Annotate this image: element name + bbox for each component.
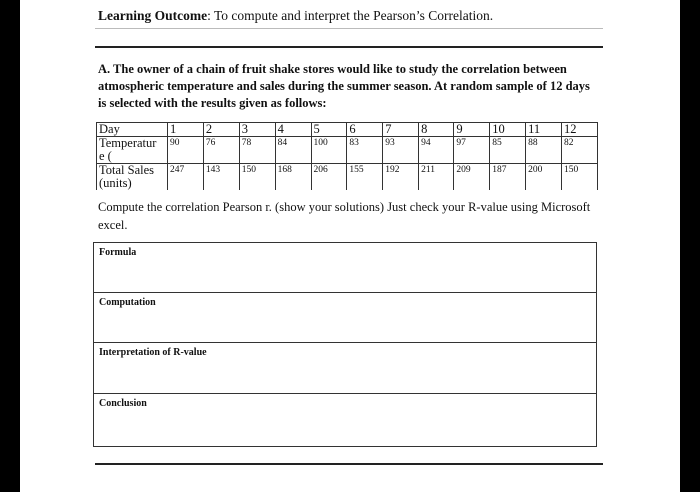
day-cell: 4	[275, 123, 311, 137]
sales-cell: 143	[203, 164, 239, 191]
outcome-text: : To compute and interpret the Pearson’s Correlation.	[207, 8, 494, 23]
sales-cell: 206	[311, 164, 347, 191]
sales-cell: 247	[168, 164, 204, 191]
conclusion-label: Conclusion	[99, 398, 147, 409]
day-cell: 3	[239, 123, 275, 137]
temperature-cell: 93	[383, 137, 419, 164]
temperature-cell: 90	[168, 137, 204, 164]
divider	[95, 28, 603, 29]
day-cell: 12	[561, 123, 597, 137]
outcome-label: Learning Outcome	[98, 8, 208, 23]
sales-cell: 200	[526, 164, 562, 191]
computation-label: Computation	[99, 297, 156, 308]
sales-cell: 155	[347, 164, 383, 191]
day-cell: 10	[490, 123, 526, 137]
day-cell: 1	[168, 123, 204, 137]
day-cell: 6	[347, 123, 383, 137]
day-cell: 7	[383, 123, 419, 137]
temperature-cell: 82	[561, 137, 597, 164]
temperature-cell: 76	[203, 137, 239, 164]
temperature-cell: 84	[275, 137, 311, 164]
temperature-cell: 97	[454, 137, 490, 164]
formula-label: Formula	[99, 247, 137, 258]
sales-cell: 211	[419, 164, 454, 191]
row-label-sales: Total Sales (units)	[97, 164, 168, 191]
sales-cell: 192	[383, 164, 419, 191]
formula-box[interactable]	[93, 242, 597, 293]
interpretation-label: Interpretation of R-value	[99, 347, 207, 358]
divider	[95, 463, 603, 465]
instructions-text: Compute the correlation Pearson r. (show your solutions) Just check your R-value using Microsoft excel.	[98, 200, 591, 232]
divider	[95, 46, 603, 48]
row-label-temperature: Temperatur e (	[97, 137, 168, 164]
document-page	[20, 0, 680, 492]
sales-cell: 187	[490, 164, 526, 191]
sales-cell: 168	[275, 164, 311, 191]
question-text: A. The owner of a chain of fruit shake stores would like to study the correlation between atmospheric temperature and sales during the summer season. At random sample of 12 days is selected with the results given as follows:	[98, 62, 590, 110]
temperature-cell: 88	[526, 137, 562, 164]
sales-cell: 209	[454, 164, 490, 191]
temperature-cell: 85	[490, 137, 526, 164]
row-label-day: Day	[97, 123, 168, 137]
temperature-cell: 83	[347, 137, 383, 164]
computation-box[interactable]	[93, 292, 597, 343]
sales-cell: 150	[561, 164, 597, 191]
data-table	[96, 122, 598, 190]
temperature-cell: 100	[311, 137, 347, 164]
day-cell: 8	[419, 123, 454, 137]
conclusion-box[interactable]	[93, 393, 597, 447]
temperature-cell: 94	[419, 137, 454, 164]
day-cell: 2	[203, 123, 239, 137]
temperature-cell: 78	[239, 137, 275, 164]
day-cell: 5	[311, 123, 347, 137]
day-cell: 11	[526, 123, 562, 137]
day-cell: 9	[454, 123, 490, 137]
sales-cell: 150	[239, 164, 275, 191]
learning-outcome	[98, 8, 493, 24]
interpretation-box[interactable]	[93, 342, 597, 394]
